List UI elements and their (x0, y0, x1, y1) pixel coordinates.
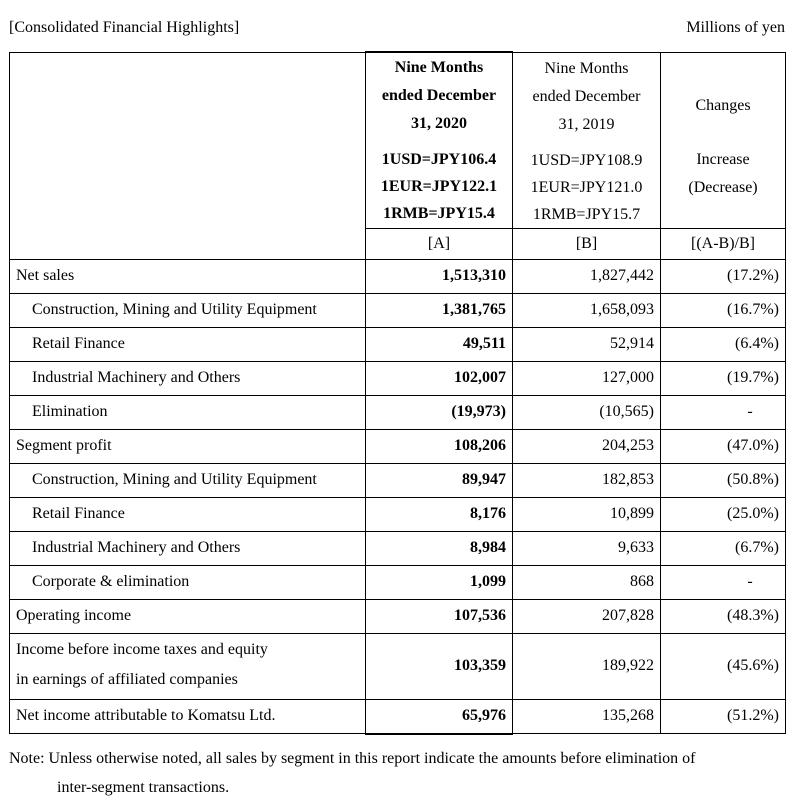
value-b: 182,853 (513, 463, 661, 497)
row-label: Elimination (10, 395, 366, 429)
row-label: Retail Finance (10, 497, 366, 531)
footnote (9, 744, 789, 802)
value-a: 108,206 (366, 429, 513, 463)
value-a: 102,007 (366, 361, 513, 395)
unit-label: Millions of yen (686, 19, 785, 36)
value-a: 1,381,765 (366, 293, 513, 327)
value-b: 10,899 (513, 497, 661, 531)
financial-highlights-table (9, 51, 786, 735)
value-b: 135,268 (513, 699, 661, 734)
column-b-rate-rmb: 1RMB=JPY15.7 (532, 205, 641, 223)
row-label: Net sales (10, 259, 366, 293)
changes-tag: [(A-B)/B] (661, 228, 786, 259)
value-a: 65,976 (366, 699, 513, 734)
value-b: 1,827,442 (513, 259, 661, 293)
value-b: 9,633 (513, 531, 661, 565)
value-b: 1,658,093 (513, 293, 661, 327)
value-a: (19,973) (366, 395, 513, 429)
change-value: (6.7%) (661, 531, 786, 565)
value-a: 1,099 (366, 565, 513, 599)
change-value: (25.0%) (661, 497, 786, 531)
value-a: 107,536 (366, 599, 513, 633)
table-row (10, 565, 786, 599)
row-label-line2: in earnings of affiliated companies (16, 671, 238, 688)
table-row (10, 259, 786, 293)
change-value: (16.7%) (661, 293, 786, 327)
row-label: Corporate & elimination (10, 565, 366, 599)
report-title: [Consolidated Financial Highlights] (9, 19, 240, 36)
column-b-header (513, 52, 661, 228)
row-label: Retail Finance (10, 327, 366, 361)
column-b-period-line1: Nine Months (544, 59, 629, 77)
changes-header (661, 52, 786, 228)
column-b-period-line3: 31, 2019 (558, 115, 615, 133)
column-a-period-line1: Nine Months (394, 58, 484, 76)
table-row (10, 699, 786, 734)
column-a-rate-rmb: 1RMB=JPY15.4 (383, 204, 495, 222)
value-b: (10,565) (513, 395, 661, 429)
value-a: 103,359 (366, 633, 513, 699)
footnote-line2: inter-segment transactions. (57, 779, 230, 796)
column-a-rate-usd: 1USD=JPY106.4 (381, 150, 497, 168)
column-b-tag: [B] (513, 228, 661, 259)
table-row (10, 463, 786, 497)
change-value: - (661, 565, 786, 599)
table-row (10, 599, 786, 633)
change-value: (47.0%) (661, 429, 786, 463)
table-row (10, 429, 786, 463)
column-a-rate-eur: 1EUR=JPY122.1 (380, 177, 498, 195)
table-row (10, 293, 786, 327)
column-a-tag: [A] (366, 228, 513, 259)
column-b-rate-usd: 1USD=JPY108.9 (530, 151, 643, 169)
row-label: Segment profit (10, 429, 366, 463)
value-a: 1,513,310 (366, 259, 513, 293)
row-label: Net income attributable to Komatsu Ltd. (10, 699, 366, 734)
row-label: Operating income (10, 599, 366, 633)
row-label-line1: Income before income taxes and equity (16, 641, 268, 658)
value-a: 89,947 (366, 463, 513, 497)
value-b: 204,253 (513, 429, 661, 463)
row-label (10, 633, 366, 699)
change-value: - (661, 395, 786, 429)
value-b: 207,828 (513, 599, 661, 633)
row-label: Industrial Machinery and Others (10, 531, 366, 565)
column-b-period-line2: ended December (532, 87, 641, 105)
change-value: (50.8%) (661, 463, 786, 497)
column-a-period-line2: ended December (381, 86, 497, 104)
value-b: 189,922 (513, 633, 661, 699)
table-row (10, 327, 786, 361)
row-label: Construction, Mining and Utility Equipment (10, 293, 366, 327)
value-b: 52,914 (513, 327, 661, 361)
value-b: 868 (513, 565, 661, 599)
column-a-period-line3: 31, 2020 (411, 114, 467, 132)
changes-title: Changes (695, 97, 751, 114)
change-value: (17.2%) (661, 259, 786, 293)
change-value: (19.7%) (661, 361, 786, 395)
row-label: Industrial Machinery and Others (10, 361, 366, 395)
row-label: Construction, Mining and Utility Equipment (10, 463, 366, 497)
table-row (10, 361, 786, 395)
table-row (10, 633, 786, 699)
column-a-header (366, 52, 513, 228)
value-a: 8,984 (366, 531, 513, 565)
table-row (10, 531, 786, 565)
header-row (10, 52, 786, 228)
footnote-line1: Note: Unless otherwise noted, all sales by segment in this report indicate the amounts before elimination of (9, 750, 696, 767)
value-a: 49,511 (366, 327, 513, 361)
column-b-rate-eur: 1EUR=JPY121.0 (530, 178, 643, 196)
change-value: (6.4%) (661, 327, 786, 361)
value-a: 8,176 (366, 497, 513, 531)
header-blank-cell (10, 52, 366, 259)
value-b: 127,000 (513, 361, 661, 395)
table-row (10, 497, 786, 531)
change-value: (45.6%) (661, 633, 786, 699)
table-row (10, 395, 786, 429)
change-value: (51.2%) (661, 699, 786, 734)
change-value: (48.3%) (661, 599, 786, 633)
changes-sub-line2: (Decrease) (688, 179, 758, 196)
changes-sub-line1: Increase (696, 151, 750, 168)
